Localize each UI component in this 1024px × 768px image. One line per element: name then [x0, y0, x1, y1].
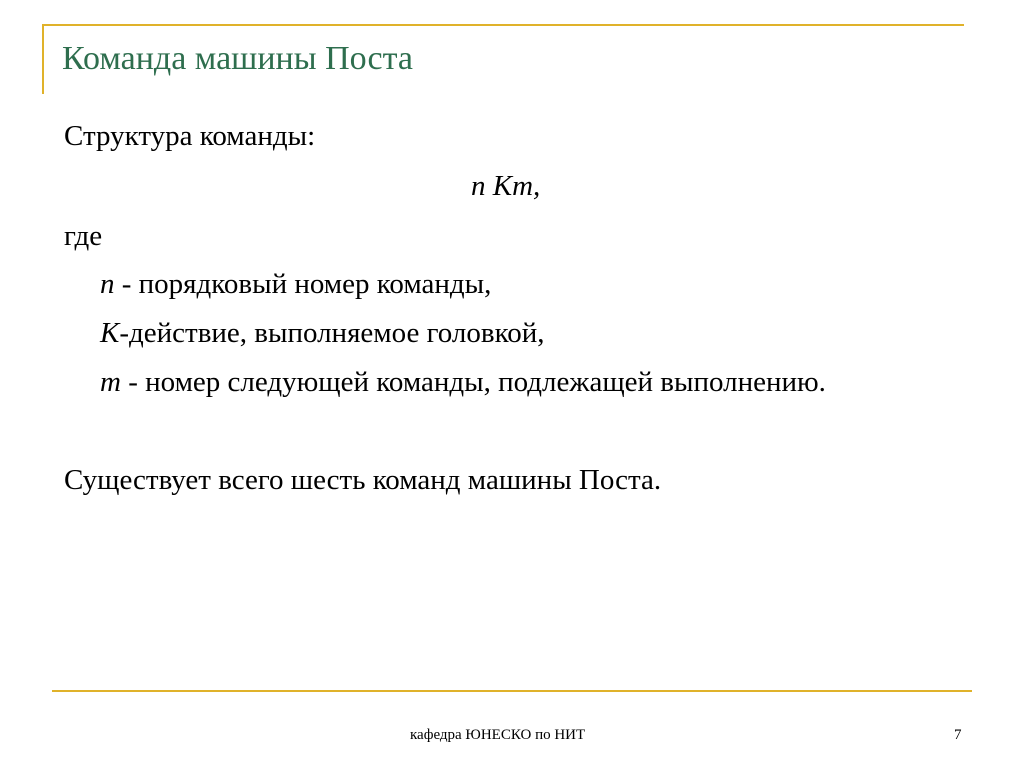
definition-m-text: - номер следующей команды, подлежащей выполнению. [120, 366, 826, 398]
definition-k-text: -действие, выполняемое головкой, [119, 317, 545, 349]
accent-rule-left [42, 24, 44, 94]
definition-k-var: K [100, 317, 120, 349]
footer-rule [52, 690, 972, 692]
definition-m [100, 366, 826, 399]
slide-title: Команда машины Поста [62, 40, 413, 77]
definition-n-var: n [100, 268, 115, 300]
accent-rule-top [42, 24, 964, 26]
definition-n [100, 268, 491, 301]
footer-department: кафедра ЮНЕСКО по НИТ [410, 727, 586, 743]
page-number: 7 [954, 727, 962, 743]
definition-n-text: - порядковый номер команды, [114, 268, 492, 300]
definition-m-var: m [100, 366, 121, 398]
structure-label: Структура команды: [64, 120, 316, 152]
command-formula: n Km, [471, 170, 541, 202]
where-label: где [64, 220, 103, 252]
definition-k [100, 317, 544, 350]
summary-text: Существует всего шесть команд машины Поста. [64, 464, 662, 496]
